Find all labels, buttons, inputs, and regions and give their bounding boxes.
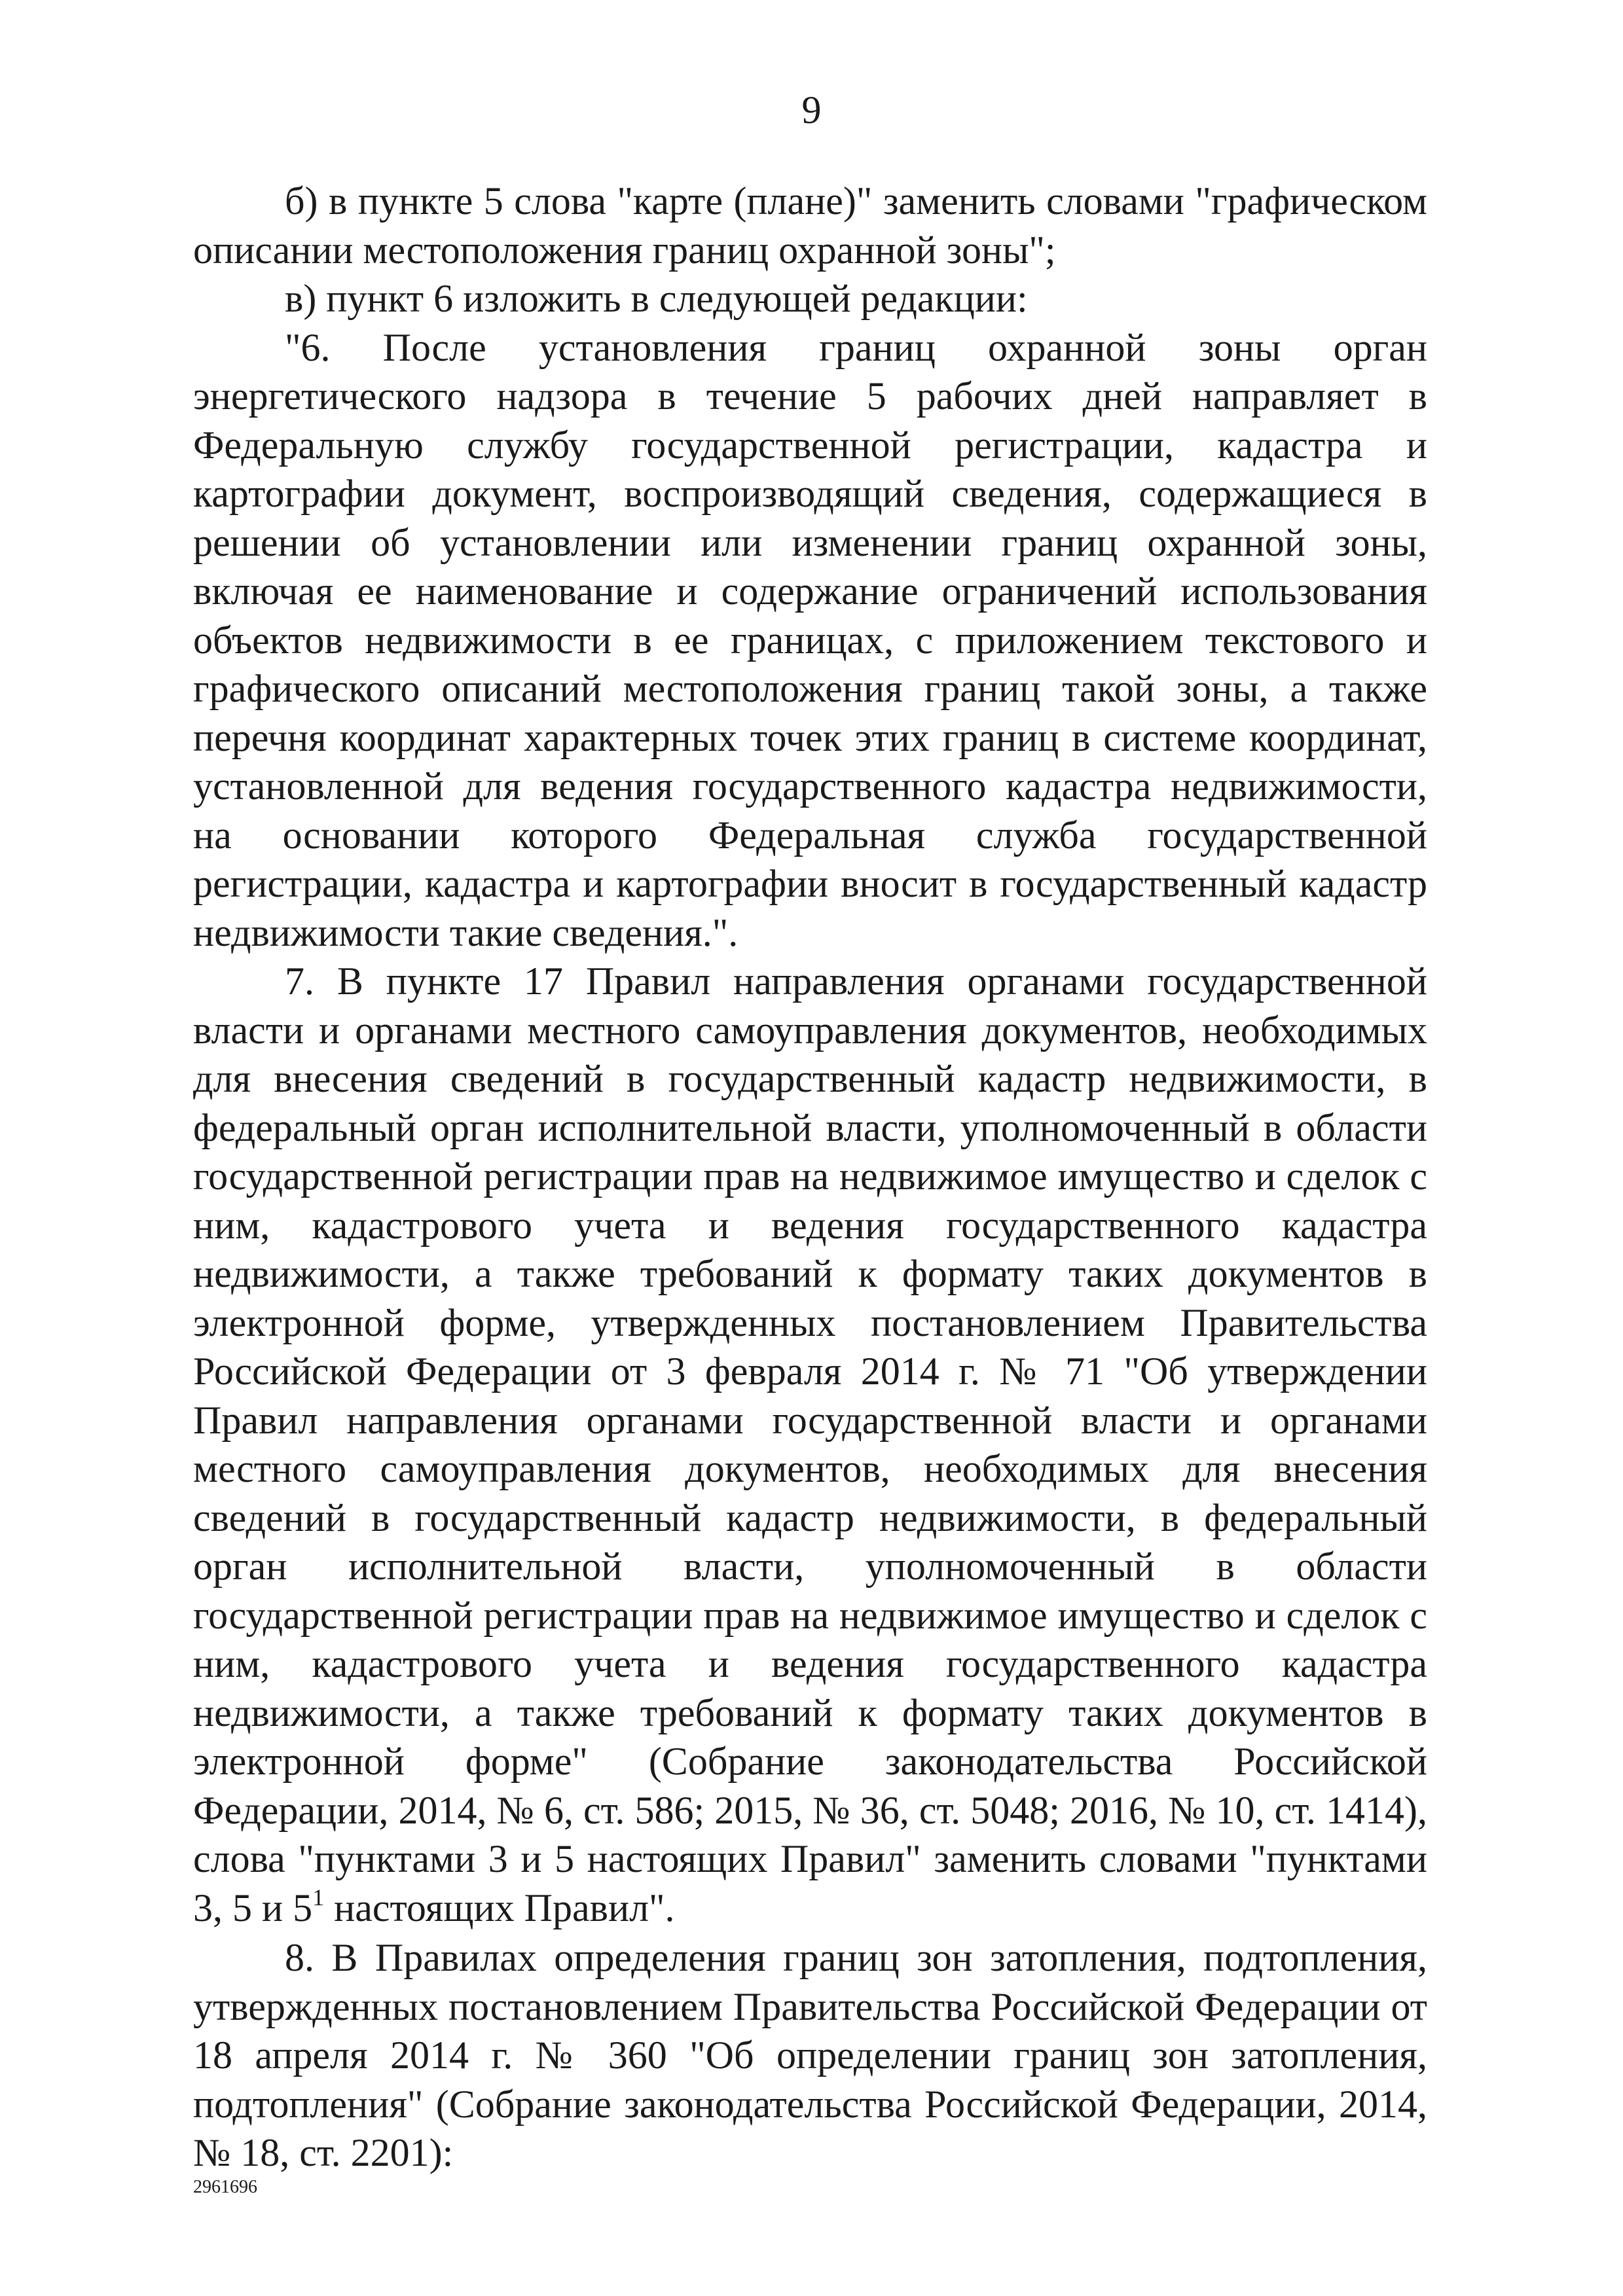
paragraph-7 — [193, 957, 1427, 1932]
paragraph-7-main: 7. В пункте 17 Правил направления органами государственной власти и органами местного самоуправления документов, необходимых для внесения сведений в государственный кадастр недвижимости, в федеральный орган исполнительной власти, уполномоченный в области государственной регистрации прав на недвижимое имущество и сделок с ним, кадастрового учета и ведения государственного кадастра недвижимости, а также требований к формату таких документов в электронной форме, утвержденных постановлением Правительства Российской Федерации от 3 февраля 2014 г. № 71 "Об утверждении Правил направления органами государственной власти и органами местного самоуправления документов, необходимых для внесения сведений в государственный кадастр недвижимости, в федеральный орган исполнительной власти, уполномоченный в области государственной регистрации прав на недвижимое имущество и сделок с ним, кадастрового учета и ведения государственного кадастра недвижимости, а также требований к формату таких документов в электронной форме" (Собрание законодательства Российской Федерации, 2014, № 6, ст. 586; 2015, № 36, ст. 5048; 2016, № 10, ст. 1414), слова "пунктами 3 и 5 настоящих Правил" заменить словами "пунктами 3, 5 и 5 — [193, 960, 1427, 1929]
document-code: 2961696 — [193, 2177, 257, 2197]
superscript-1: 1 — [312, 1884, 325, 1910]
document-body — [193, 177, 1427, 2178]
paragraph-7-tail: настоящих Правил". — [324, 1886, 675, 1929]
paragraph-8: 8. В Правилах определения границ зон затопления, подтопления, утвержденных постановлением Правительства Российской Федерации от 18 апреля 2014 г. № 360 "Об определении границ зон затопления, подтопления" (Собрание законодательства Российской Федерации, 2014, № 18, ст. 2201): — [193, 1936, 1427, 2174]
page-number: 9 — [801, 88, 822, 132]
paragraph-v: в) пункт 6 изложить в следующей редакции: — [285, 277, 1028, 320]
paragraph-item-6-text: "6. После установления границ охранной зоны орган энергетического надзора в течение 5 рабочих дней направляет в Федеральную службу государственной регистрации, кадастра и картографии документ, воспроизводящий сведения, содержащиеся в решении об установлении или изменении границ охранной зоны, включая ее наименование и содержание ограничений использования объектов недвижимости в ее границах, с приложением текстового и графического описаний местоположения границ такой зоны, а также перечня координат характерных точек этих границ в системе координат, установленной для ведения государственного кадастра недвижимости, на основании которого Федеральная служба государственной регистрации, кадастра и картографии вносит в государственный кадастр недвижимости такие сведения.". — [193, 325, 1427, 954]
paragraph-b: б) в пункте 5 слова "карте (плане)" заменить словами "графическом описании местоположения границ охранной зоны"; — [193, 179, 1427, 272]
